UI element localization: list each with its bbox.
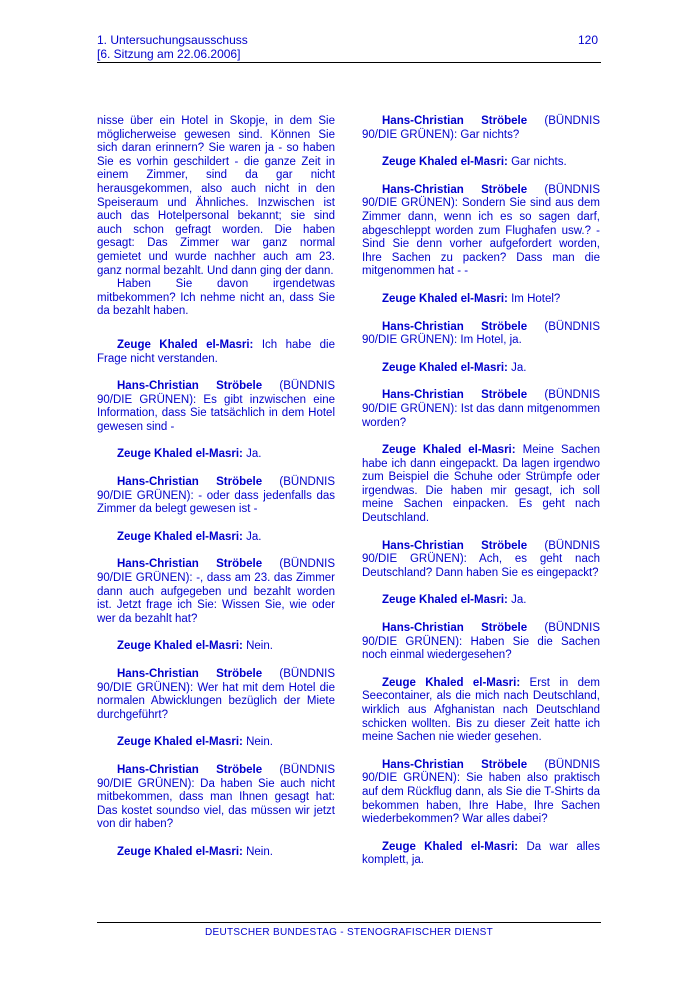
statement-text: Nein. [246, 845, 273, 858]
page-footer: DEUTSCHER BUNDESTAG - STENOGRAFISCHER DIENST [204, 927, 494, 938]
statement-text: Ja. [246, 530, 262, 543]
page-header [97, 33, 601, 61]
right-column [362, 115, 600, 882]
speaker-name: Hans-Christian Ströbele [382, 758, 528, 771]
statement-text: (BÜNDNIS 90/DIE GRÜNEN): Ach, es geht nach Deutschland? Dann haben Sie es eingepackt? [362, 539, 600, 579]
speaker-name: Zeuge Khaled el-Masri: [382, 840, 519, 853]
speaker-name: Hans-Christian Ströbele [382, 389, 528, 402]
statement-text: Ja. [511, 594, 527, 607]
transcript-paragraph [362, 362, 600, 376]
statement-text: Nein. [246, 736, 273, 749]
speaker-name: Zeuge Khaled el-Masri: [382, 292, 508, 305]
statement-text: (BÜNDNIS 90/DIE GRÜNEN): Ist das dann mitgenommen worden? [362, 389, 600, 429]
statement-text: Ich habe die Frage nicht verstanden. [97, 338, 335, 365]
transcript-paragraph [97, 380, 335, 434]
speaker-name: Zeuge Khaled el-Masri: [117, 530, 243, 543]
speaker-name: Zeuge Khaled el-Masri: [382, 156, 508, 169]
transcript-paragraph [362, 759, 600, 827]
footer-rule [97, 922, 601, 923]
speaker-name: Hans-Christian Ströbele [382, 539, 528, 552]
statement-text: nisse über ein Hotel in Skopje, in dem Sie möglicherweise gewesen sind. Können Sie sich daran erinnern? Sie waren ja - so haben Sie es vorhin geschildert - die ganze Zeit in einem Zimmer, sind da gar nicht herausgekommen, also auch nicht in den Speiseraum und Ähnliches. Inzwischen ist auch das Hotelpersonal bekannt; sie sind auch schon gefragt worden. Die haben gesagt: Das Zimmer war ganz normal gemietet und wurde nachher auch am 23. ganz normal bezahlt. Und dann ging der dann. [97, 115, 335, 277]
transcript-paragraph [97, 115, 335, 278]
statement-text: Erst in dem Seecontainer, als die mich nach Deutschland, wirklich aus Afghanistan nach Deutschland schicken wollten. Bis zu dieser Zeit hatte ich meine Sachen nie wieder gesehen. [362, 676, 600, 744]
speaker-name: Zeuge Khaled el-Masri: [382, 594, 508, 607]
transcript-paragraph [362, 156, 600, 170]
statement-text: Da war alles komplett, ja. [362, 840, 600, 867]
transcript-paragraph [362, 622, 600, 663]
transcript-paragraph [97, 668, 335, 722]
committee-title: 1. Untersuchungsausschuss [97, 33, 248, 47]
statement-text: (BÜNDNIS 90/DIE GRÜNEN): Gar nichts? [362, 115, 600, 141]
transcript-paragraph [362, 389, 600, 430]
transcript-paragraph [97, 448, 335, 462]
statement-text: Im Hotel? [511, 292, 561, 305]
transcript-paragraph [362, 321, 600, 348]
statement-text: (BÜNDNIS 90/DIE GRÜNEN): Sie haben also praktisch auf dem Rückflug dann, als Sie die T-Shirts da bekommen haben, Ihre Habe, Ihre Sachen wiederbekommen? War alles dabei? [362, 758, 600, 826]
speaker-name: Hans-Christian Ströbele [117, 380, 263, 393]
session-info: [6. Sitzung am 22.06.2006] [97, 47, 241, 61]
page-number: 120 [577, 33, 598, 47]
statement-text: (BÜNDNIS 90/DIE GRÜNEN): - oder dass jedenfalls das Zimmer da belegt gewesen ist - [97, 476, 335, 516]
statement-text: (BÜNDNIS 90/DIE GRÜNEN): Haben Sie die Sachen noch einmal wiedergesehen? [362, 622, 600, 662]
speaker-name: Zeuge Khaled el-Masri: [382, 361, 508, 374]
transcript-paragraph [97, 736, 335, 750]
speaker-name: Zeuge Khaled el-Masri: [117, 640, 243, 653]
transcript-paragraph [97, 278, 335, 319]
statement-text: Gar nichts. [511, 156, 567, 169]
transcript-paragraph [97, 558, 335, 626]
speaker-name: Hans-Christian Ströbele [117, 763, 263, 776]
statement-text: (BÜNDNIS 90/DIE GRÜNEN): Da haben Sie auch nicht mitbekommen, dass man Ihnen gesagt hat: Das kostet soundso viel, das müssen wir jetzt von dir haben? [97, 763, 335, 831]
transcript-paragraph [97, 531, 335, 545]
speaker-name: Hans-Christian Ströbele [382, 320, 528, 333]
statement-text: Ja. [246, 448, 262, 461]
left-column [97, 115, 335, 874]
speaker-name: Hans-Christian Ströbele [117, 558, 263, 571]
speaker-name: Hans-Christian Ströbele [117, 476, 263, 489]
transcript-paragraph [97, 640, 335, 654]
transcript-paragraph [362, 444, 600, 526]
speaker-name: Hans-Christian Ströbele [382, 622, 528, 635]
speaker-name: Zeuge Khaled el-Masri: [117, 338, 254, 351]
transcript-paragraph [362, 677, 600, 745]
statement-text: (BÜNDNIS 90/DIE GRÜNEN): -, dass am 23. das Zimmer dann auch aufgegeben und bezahlt worden ist. Jetzt frage ich Sie: Wissen Sie, wie oder wer da bezahlt hat? [97, 558, 335, 625]
statement-text: (BÜNDNIS 90/DIE GRÜNEN): Es gibt inzwischen eine Information, dass Sie tatsächlich in dem Hotel gewesen sind - [97, 380, 335, 433]
statement-text: Haben Sie davon irgendetwas mitbekommen? Ich nehme nicht an, dass Sie da bezahlt haben. [97, 278, 335, 318]
transcript-paragraph [97, 846, 335, 860]
speaker-name: Zeuge Khaled el-Masri: [117, 448, 243, 461]
statement-text: (BÜNDNIS 90/DIE GRÜNEN): Im Hotel, ja. [362, 320, 600, 347]
header-rule [97, 62, 601, 63]
transcript-paragraph [362, 184, 600, 279]
speaker-name: Hans-Christian Ströbele [117, 668, 263, 680]
statement-text: Ja. [511, 361, 527, 374]
speaker-name: Hans-Christian Ströbele [382, 183, 528, 196]
transcript-paragraph [97, 476, 335, 517]
statement-text: (BÜNDNIS 90/DIE GRÜNEN): Sondern Sie sind aus dem Zimmer dann, wenn ich es so sagen darf, abgeschleppt worden zum Flughafen usw.? - Sind Sie denn vorher aufgefordert worden, Ihre Sachen zu packen? Dass man die mitgenommen hat - - [362, 183, 600, 278]
speaker-name: Zeuge Khaled el-Masri: [382, 676, 521, 689]
transcript-paragraph [97, 339, 335, 366]
transcript-paragraph [362, 293, 600, 307]
speaker-name: Zeuge Khaled el-Masri: [117, 736, 243, 749]
transcript-paragraph [362, 841, 600, 868]
transcript-paragraph [97, 764, 335, 832]
statement-text: (BÜNDNIS 90/DIE GRÜNEN): Wer hat mit dem Hotel die normalen Abwicklungen bezüglich der Miete durchgeführt? [97, 668, 335, 721]
speaker-name: Zeuge Khaled el-Masri: [382, 444, 516, 457]
statement-text: Nein. [246, 640, 273, 653]
speaker-name: Hans-Christian Ströbele [382, 115, 528, 127]
transcript-paragraph [362, 540, 600, 581]
transcript-paragraph [362, 115, 600, 142]
transcript-paragraph [362, 594, 600, 608]
statement-text: Meine Sachen habe ich dann eingepackt. Da lagen irgendwo zum Beispiel die Schuhe oder Strümpfe oder irgendwas. Die haben mir gesagt, ich soll meine Sachen einpacken. Es geht nach Deutschland. [362, 444, 600, 525]
speaker-name: Zeuge Khaled el-Masri: [117, 845, 243, 858]
